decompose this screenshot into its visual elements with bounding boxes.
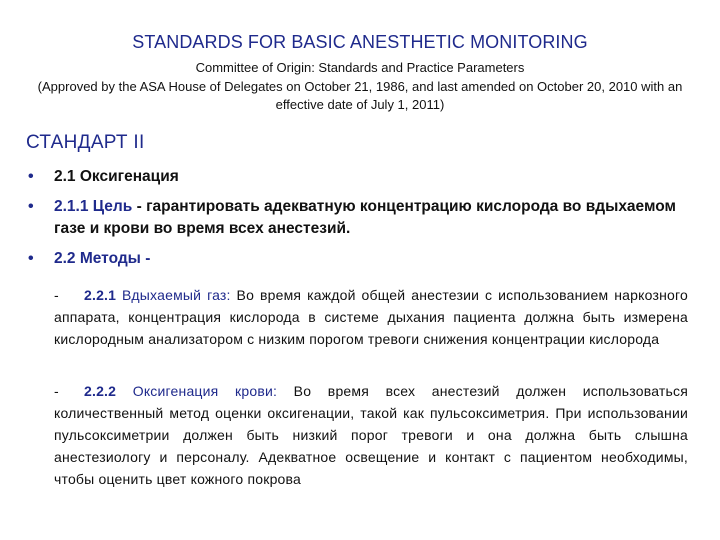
committee-line: Committee of Origin: Standards and Practice Parameters [195, 60, 525, 75]
standard-heading: СТАНДАРТ II [26, 132, 145, 153]
bullet-list [26, 166, 686, 278]
bullet-text: - гарантировать адекватную концентрацию кислорода во вдыхаемом газе и крови во время всех анестезий. [54, 198, 676, 237]
bullet-icon: • [28, 198, 34, 215]
dash-icon: - [54, 383, 59, 399]
bullet-item-oxygenation [26, 166, 686, 188]
subsection-label: Вдыхаемый газ: [122, 287, 231, 303]
bullet-label: 2.1.1 Цель [54, 198, 133, 215]
bullet-icon: • [28, 250, 34, 267]
subsection-label: Оксигенация крови: [132, 383, 278, 399]
subsection-text: Во время всех анестезий должен использоваться количественный метод оценки оксигенации, такой как пульсоксиметрия. При использовании пульсоксиметрии должен быть низкий порог тревоги и она должна быть слышна анестезиологу и персоналу. Адекватное освещение и контакт с пациентом необходимы, чтобы оценить цвет кожного покрова [54, 383, 688, 487]
document-title: STANDARDS FOR BASIC ANESTHETIC MONITORING [132, 32, 588, 52]
bullet-label: 2.2 Методы - [54, 250, 151, 267]
subsection-text: Во время каждой общей анестезии с использованием наркозного аппарата, концентрация кислорода в системе дыхания пациента должна быть измерена кислородным анализатором с низким порогом тревоги снижения концентрации кислорода [54, 287, 688, 347]
bullet-icon: • [28, 168, 34, 185]
bullet-item-methods [26, 248, 686, 270]
subsection-inhaled-gas [54, 284, 688, 350]
subsection-number: 2.2.1 [84, 287, 117, 303]
dash-icon: - [54, 287, 59, 303]
subsection-number: 2.2.2 [84, 383, 117, 399]
subsection-blood-oxygenation [54, 380, 688, 490]
bullet-item-goal [26, 196, 686, 240]
approval-note: (Approved by the ASA House of Delegates on October 21, 1986, and last amended on October 20, 2010 with an effective date of July 1, 2011) [37, 79, 683, 112]
bullet-label: 2.1 Оксигенация [54, 168, 179, 185]
